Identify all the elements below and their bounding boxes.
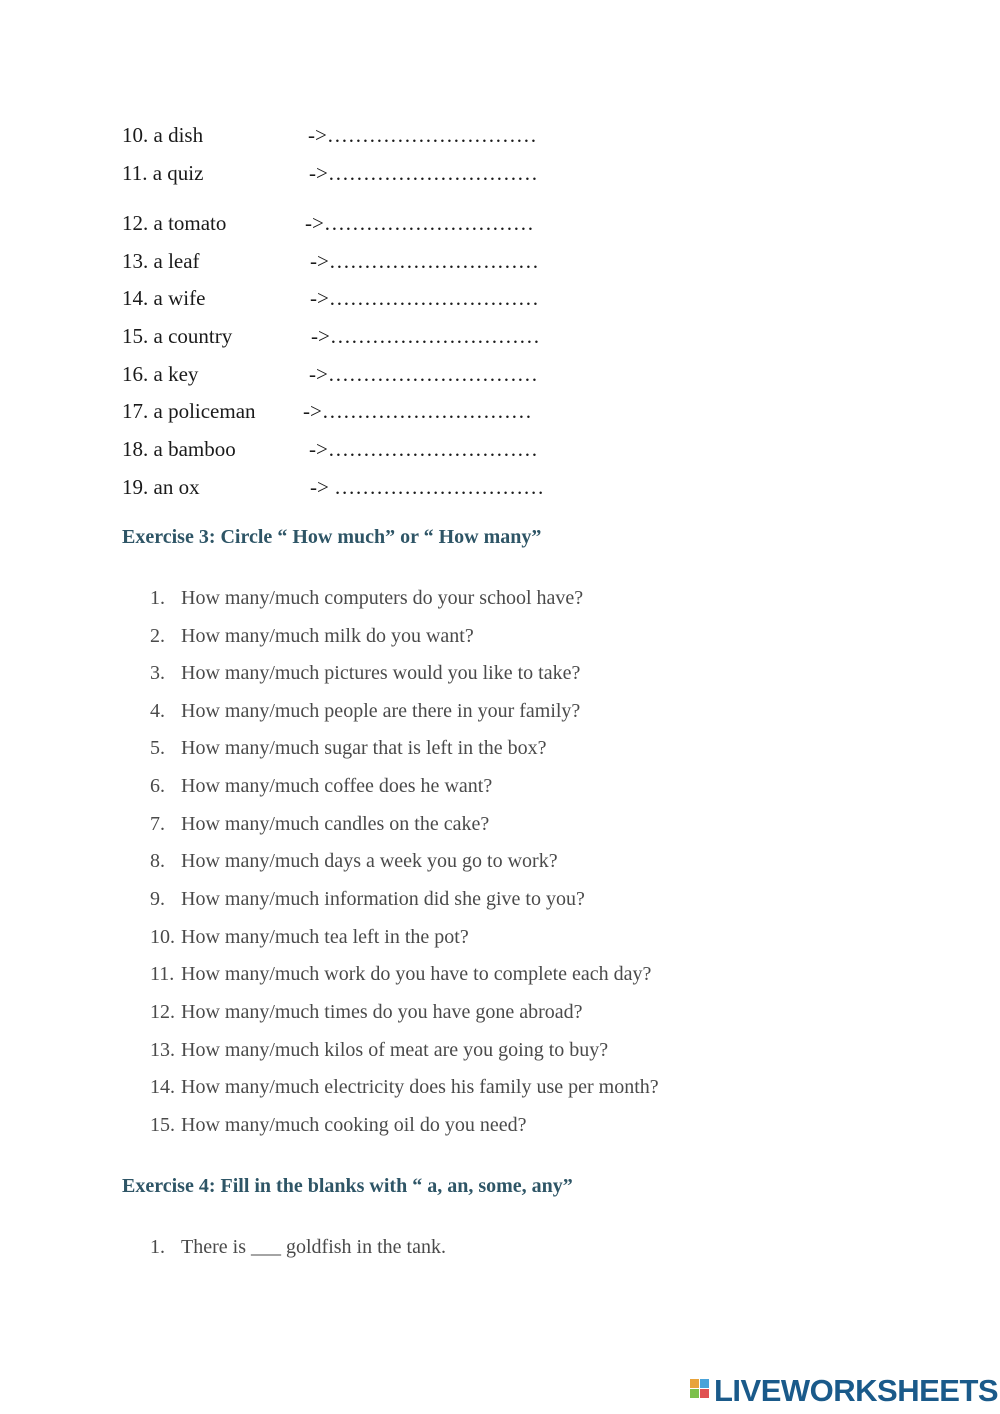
item-text[interactable]: How many/much people are there in your family? [181,700,581,722]
plural-word: 15. a country [122,324,233,348]
item-number: 6. [150,775,165,797]
item-text[interactable]: There is ___ goldfish in the tank. [181,1236,446,1258]
item-number: 5. [150,737,165,759]
answer-blank[interactable]: ->………………………… [305,211,534,235]
item-number: 13. [150,1039,175,1061]
plural-word: 14. a wife [122,286,206,310]
plural-word: 18. a bamboo [122,437,236,461]
item-text[interactable]: How many/much days a week you go to work? [181,850,558,872]
answer-blank[interactable]: ->………………………… [309,362,538,386]
answer-blank[interactable]: ->………………………… [309,437,538,461]
item-number: 8. [150,850,165,872]
answer-blank[interactable]: -> ………………………… [310,475,545,499]
item-text[interactable]: How many/much pictures would you like to take? [181,662,581,684]
plural-word: 10. a dish [122,123,204,147]
plural-word: 16. a key [122,362,199,386]
plural-word: 12. a tomato [122,211,227,235]
item-text[interactable]: How many/much candles on the cake? [181,813,490,835]
item-number: 12. [150,1001,175,1023]
plural-word: 17. a policeman [122,399,256,423]
item-number: 1. [150,587,165,609]
item-text[interactable]: How many/much kilos of meat are you going to buy? [181,1039,609,1061]
item-text[interactable]: How many/much milk do you want? [181,625,474,647]
answer-blank[interactable]: ->………………………… [310,286,539,310]
plural-word: 13. a leaf [122,249,200,273]
item-text[interactable]: How many/much work do you have to complete each day? [181,963,652,985]
liveworksheets-logo [690,1374,998,1408]
item-text[interactable]: How many/much information did she give to you? [181,888,585,910]
item-text[interactable]: How many/much electricity does his family use per month? [181,1076,659,1098]
answer-blank[interactable]: ->………………………… [310,249,539,273]
plural-word: 19. an ox [122,475,200,499]
item-number: 1. [150,1236,165,1258]
item-number: 15. [150,1114,175,1136]
item-number: 4. [150,700,165,722]
exercise-3-title: Exercise 3: Circle “ How much” or “ How many” [122,526,542,548]
item-text[interactable]: How many/much sugar that is left in the box? [181,737,547,759]
logo-text: LIVEWORKSHEETS [714,1373,999,1408]
item-text[interactable]: How many/much computers do your school have? [181,587,584,609]
item-number: 3. [150,662,165,684]
item-number: 11. [150,963,175,985]
answer-blank[interactable]: ->………………………… [308,123,537,147]
logo-grid-icon [690,1377,712,1405]
item-number: 7. [150,813,165,835]
answer-blank[interactable]: ->………………………… [311,324,540,348]
item-number: 2. [150,625,165,647]
item-text[interactable]: How many/much coffee does he want? [181,775,493,797]
plural-word: 11. a quiz [122,161,204,185]
item-number: 14. [150,1076,175,1098]
exercise-4-title: Exercise 4: Fill in the blanks with “ a, an, some, any” [122,1175,573,1197]
item-text[interactable]: How many/much tea left in the pot? [181,926,469,948]
answer-blank[interactable]: ->………………………… [303,399,532,423]
item-text[interactable]: How many/much cooking oil do you need? [181,1114,527,1136]
answer-blank[interactable]: ->………………………… [309,161,538,185]
item-number: 9. [150,888,165,910]
item-number: 10. [150,926,175,948]
item-text[interactable]: How many/much times do you have gone abroad? [181,1001,583,1023]
